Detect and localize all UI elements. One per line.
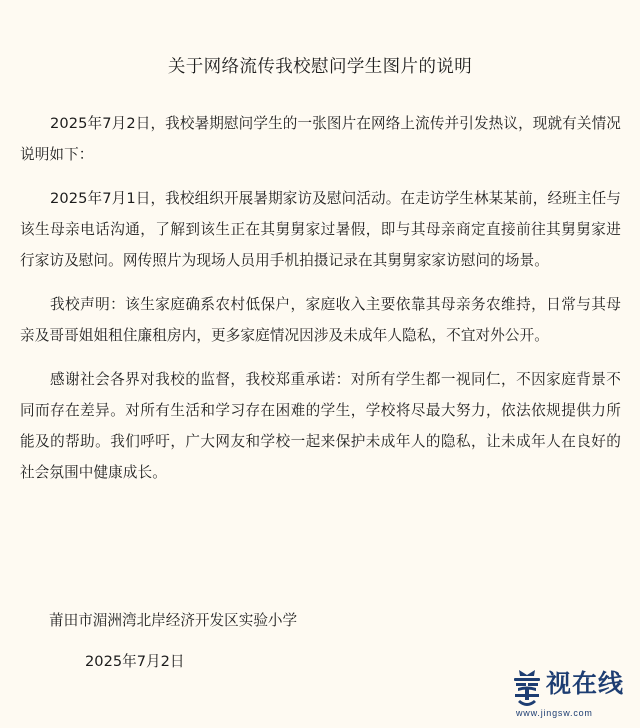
police-badge-icon — [510, 668, 544, 708]
document-title: 关于网络流传我校慰问学生图片的说明 — [167, 57, 473, 77]
paragraph-visit-details: 2025年7月1日，我校组织开展暑期家访及慰问活动。在走访学生林某某前，经班主任与该生母亲电话沟通，了解到该生正在其舅舅家过暑假，即与其母亲商定直接前往其舅舅家进行家访及慰问。网传照片为现场人员用手机拍摄记录在其舅舅家家访慰问的场景。 — [20, 190, 621, 269]
paragraph-commitment: 感谢社会各界对我校的监督，我校郑重承诺：对所有学生都一视同仁，不因家庭背景不同而存在差异。对所有生活和学习存在困难的学生，学校将尽最大努力，依法依规提供力所能及的帮助。我们呼吁，广大网友和学校一起来保护未成年人的隐私，让未成年人在良好的社会氛围中健康成长。 — [20, 371, 621, 481]
paragraph-intro: 2025年7月2日，我校暑期慰问学生的一张图片在网络上流传并引发热议，现就有关情况说明如下： — [20, 115, 621, 163]
watermark — [510, 664, 628, 722]
signature-organization: 莆田市湄洲湾北岸经济开发区实验小学 — [49, 612, 298, 629]
watermark-url: www.jingsw.com — [516, 708, 593, 718]
watermark-text: 视在线 — [546, 669, 625, 698]
signature-date: 2025年7月2日 — [85, 653, 185, 670]
paragraph-school-statement: 我校声明：该生家庭确系农村低保户，家庭收入主要依靠其母亲务农维持，日常与其母亲及哥哥姐姐租住廉租房内，更多家庭情况因涉及未成年人隐私，不宜对外公开。 — [20, 296, 621, 344]
document-body — [20, 108, 621, 501]
